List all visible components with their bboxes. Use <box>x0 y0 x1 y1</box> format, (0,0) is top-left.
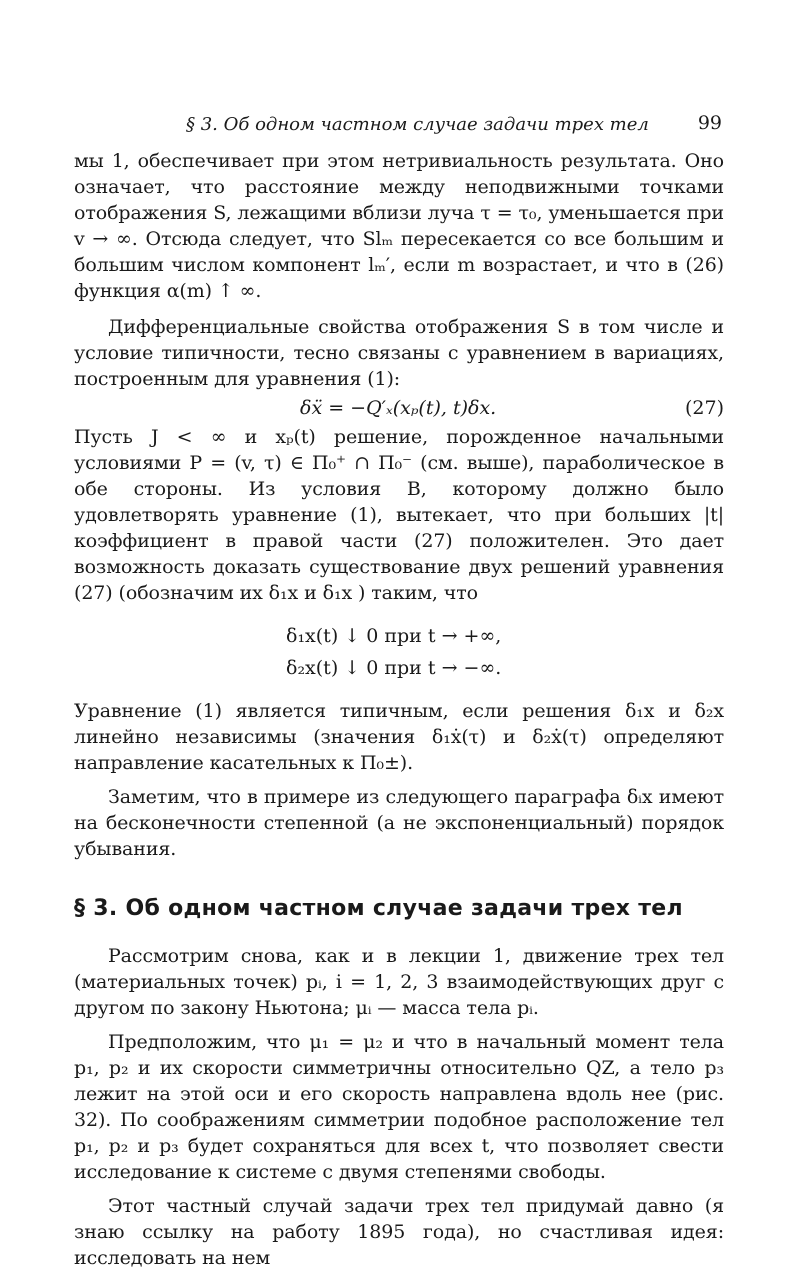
equation-27-formula: δẍ = −Q′ₓ(xₚ(t), t)δx. <box>300 397 497 419</box>
paragraph-differential-properties: Дифференциальные свойства отображения S в том числе и условие типичности, тесно связаны с уравнением в вариациях, построенным для уравнения (1): <box>74 316 724 390</box>
paragraph-continued: мы 1, обеспечивает при этом нетривиальность результата. Оно означает, что расстояние между неподвижными точками отображения S, лежащими вблизи луча τ = τ₀, уменьшается при v → ∞. Отсюда следует, что Slₘ пересекается со все большим и большим числом компонент lₘ′, если m возрастает, и что в (26) функция α(m) ↑ ∞. <box>74 150 724 302</box>
condition-minus-infinity: δ₂x(t) ↓ 0 при t → −∞. <box>286 657 502 679</box>
section-paragraph-3: Этот частный случай задачи трех тел придумай давно (я знаю ссылку на работу 1895 года), но счастливая идея: исследовать на нем <box>74 1195 724 1269</box>
section-paragraph-2: Предположим, что μ₁ = μ₂ и что в начальный момент тела p₁, p₂ и их скорости симметричны относительно QZ, а тело p₃ лежит на этой оси и его скорость направлена вдоль нее (рис. 32). По соображениям симметрии подобное расположение тел p₁, p₂ и p₃ будет сохраняться для всех t, что позволяет свести исследование к системе с двумя степенями свободы. <box>74 1031 724 1183</box>
running-title: § 3. Об одном частном случае задачи трех тел <box>186 114 649 135</box>
section-heading: § 3. Об одном частном случае задачи трех тел <box>74 896 683 921</box>
book-page <box>74 108 724 1271</box>
paragraph-remark: Заметим, что в примере из следующего параграфа δᵢx имеют на бесконечности степенной (а не экспоненциальный) порядок убывания. <box>74 786 724 860</box>
page-number: 99 <box>697 112 722 134</box>
limit-conditions <box>286 620 724 684</box>
running-header <box>74 108 724 148</box>
paragraph-typical: Уравнение (1) является типичным, если решения δ₁x и δ₂x линейно независимы (значения δ₁ẋ(τ) и δ₂ẋ(τ) определяют направление касательных к Π₀±). <box>74 700 724 774</box>
equation-27 <box>74 392 724 424</box>
condition-plus-infinity: δ₁x(t) ↓ 0 при t → +∞, <box>286 625 502 647</box>
paragraph-solution: Пусть J < ∞ и xₚ(t) решение, порожденное начальными условиями P = (v, τ) ∈ Π₀⁺ ∩ Π₀⁻ (см. выше), параболическое в обе стороны. Из условия B, которому должно было удовлетворять уравнение (1), вытекает, что при больших |t| коэффициент в правой части (27) положителен. Это дает возможность доказать существование двух решений уравнения (27) (обозначим их δ₁x и δ₁x ) таким, что <box>74 426 724 604</box>
equation-27-number: (27) <box>684 397 724 419</box>
section-paragraph-1: Рассмотрим снова, как и в лекции 1, движение трех тел (материальных точек) pᵢ, i = 1, 2, 3 взаимодействующих друг с другом по закону Ньютона; μᵢ — масса тела pᵢ. <box>74 945 724 1019</box>
